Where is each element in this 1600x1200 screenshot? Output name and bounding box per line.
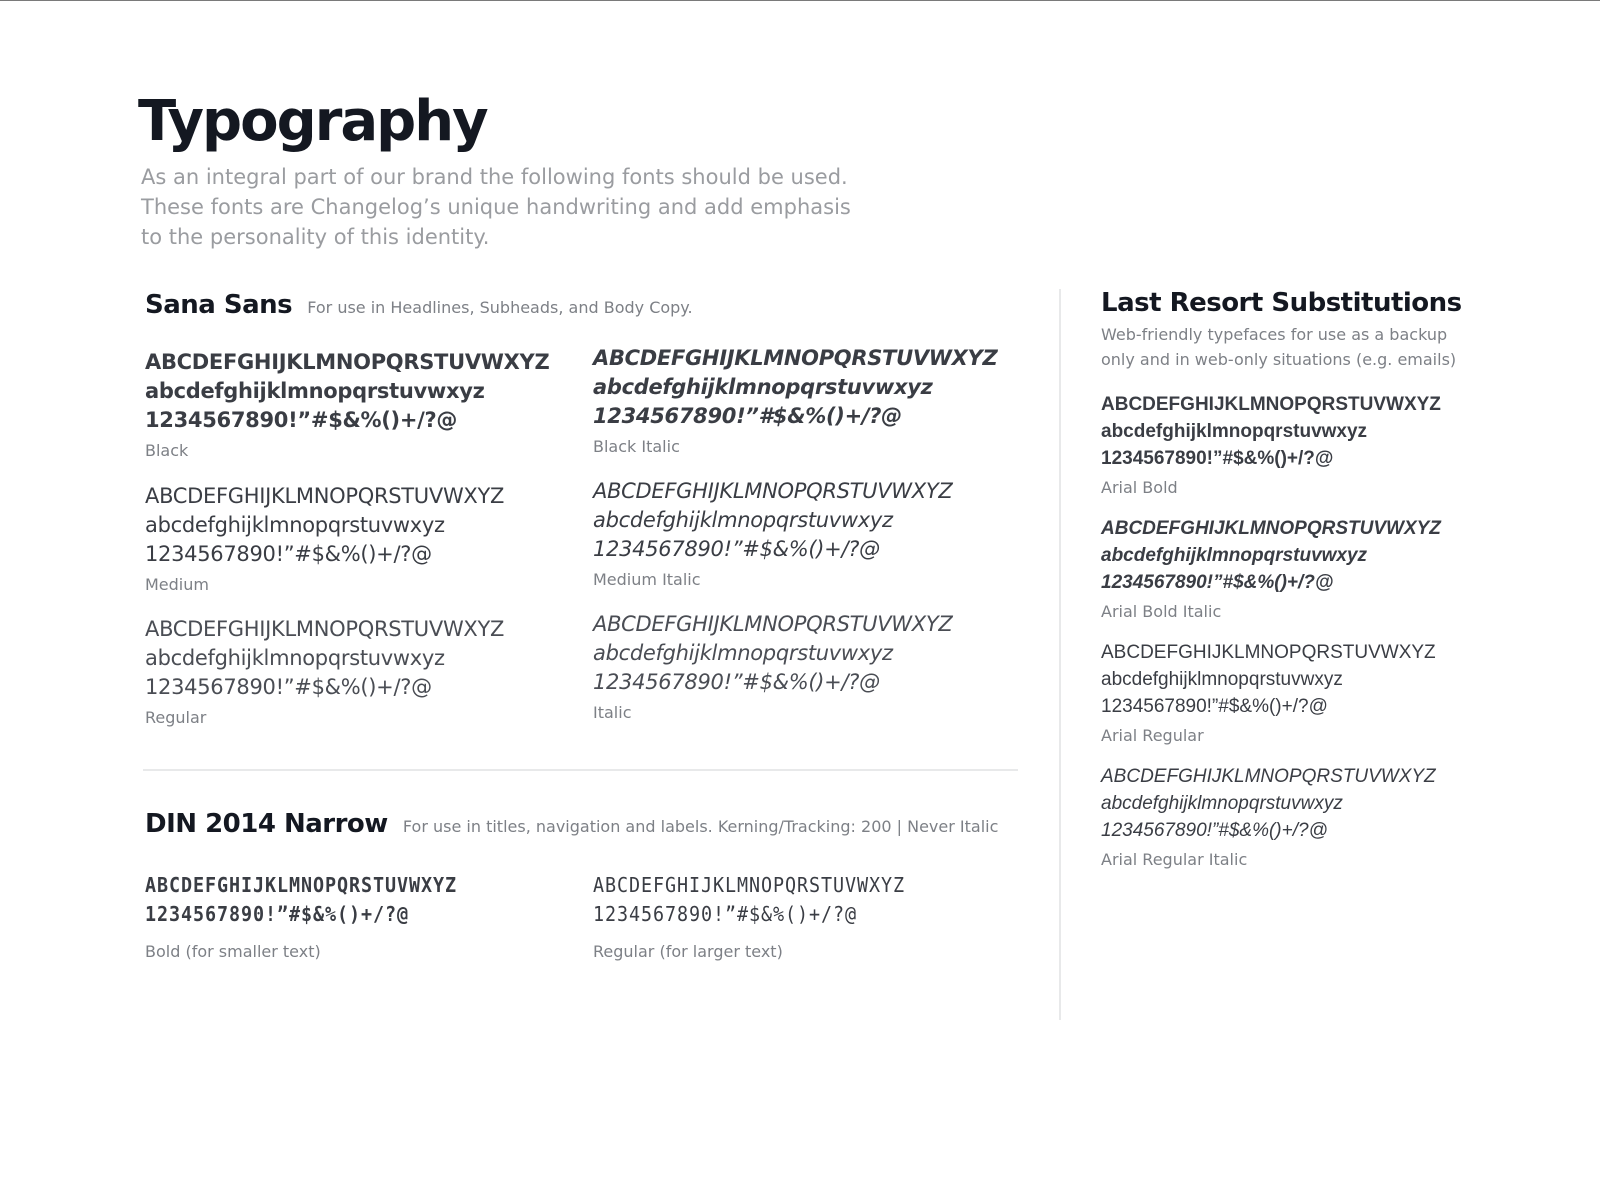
specimen-caption: Black	[145, 441, 189, 460]
specimen-uppercase: ABCDEFGHIJKLMNOPQRSTUVWXYZ	[593, 479, 953, 503]
specimen-caption: Medium Italic	[593, 570, 701, 589]
specimen-uppercase: ABCDEFGHIJKLMNOPQRSTUVWXYZ	[145, 617, 505, 641]
specimen-sana-medium-italic	[593, 477, 952, 589]
specimen-digits: 1234567890!”#$&%()+/?@	[1101, 820, 1328, 841]
intro-line: These fonts are Changelog’s unique handwriting and add emphasis	[141, 195, 851, 219]
specimen-sana-black	[145, 348, 549, 460]
specimen-caption: Black Italic	[593, 437, 680, 456]
specimen-lowercase: abcdefghijklmnopqrstuvwxyz	[1101, 793, 1343, 814]
specimen-caption: Regular (for larger text)	[593, 942, 783, 961]
specimen-arial-bold	[1101, 391, 1441, 497]
specimen-arial-regular	[1101, 639, 1436, 745]
specimen-uppercase: ABCDEFGHIJKLMNOPQRSTUVWXYZ	[1101, 766, 1436, 787]
sana-sans-name: Sana Sans	[145, 290, 293, 320]
intro-line: to the personality of this identity.	[141, 225, 490, 249]
specimen-digits: 1234567890!”#$&%()+/?@	[145, 542, 432, 566]
specimen-digits: 1234567890!”#$&%()+/?@	[593, 670, 880, 694]
column-divider	[1059, 289, 1061, 1020]
specimen-digits: 1234567890!”#$&%()+/?@	[145, 902, 409, 926]
din-name: DIN 2014 Narrow	[145, 809, 388, 839]
din-description: For use in titles, navigation and labels. Kerning/Tracking: 200 | Never Italic	[402, 817, 999, 836]
fallback-description-line: Web-friendly typefaces for use as a backup	[1101, 325, 1448, 344]
specimen-uppercase: ABCDEFGHIJKLMNOPQRSTUVWXYZ	[145, 350, 550, 374]
specimen-caption: Regular	[145, 708, 207, 727]
specimen-lowercase: abcdefghijklmnopqrstuvwxyz	[593, 508, 893, 532]
fallback-title: Last Resort Substitutions	[1101, 288, 1462, 318]
specimen-uppercase: ABCDEFGHIJKLMNOPQRSTUVWXYZ	[593, 873, 905, 897]
specimen-uppercase: ABCDEFGHIJKLMNOPQRSTUVWXYZ	[1101, 518, 1441, 539]
specimen-uppercase: ABCDEFGHIJKLMNOPQRSTUVWXYZ	[1101, 394, 1441, 415]
specimen-digits: 1234567890!”#$&%()+/?@	[1101, 572, 1334, 593]
specimen-caption: Arial Bold	[1101, 478, 1178, 497]
specimen-uppercase: ABCDEFGHIJKLMNOPQRSTUVWXYZ	[145, 873, 457, 897]
fallback-header	[1101, 286, 1462, 372]
specimen-lowercase: abcdefghijklmnopqrstuvwxyz	[593, 641, 893, 665]
top-rule	[0, 0, 1600, 1]
din-header	[145, 809, 998, 839]
specimen-arial-regular-italic	[1101, 763, 1436, 869]
specimen-digits: 1234567890!”#$&%()+/?@	[1101, 448, 1334, 469]
intro-line: As an integral part of our brand the following fonts should be used.	[141, 165, 848, 189]
specimen-caption: Arial Regular	[1101, 726, 1204, 745]
specimen-lowercase: abcdefghijklmnopqrstuvwxyz	[1101, 421, 1368, 442]
specimen-lowercase: abcdefghijklmnopqrstuvwxyz	[1101, 669, 1343, 690]
specimen-digits: 1234567890!”#$&%()+/?@	[593, 537, 880, 561]
specimen-uppercase: ABCDEFGHIJKLMNOPQRSTUVWXYZ	[1101, 642, 1436, 663]
specimen-sana-italic	[593, 610, 952, 722]
specimen-uppercase: ABCDEFGHIJKLMNOPQRSTUVWXYZ	[593, 346, 998, 370]
specimen-caption: Arial Bold Italic	[1101, 602, 1222, 621]
sana-sans-header	[145, 290, 693, 320]
fallback-description-line: only and in web-only situations (e.g. emails)	[1101, 350, 1457, 369]
specimen-digits: 1234567890!”#$&%()+/?@	[145, 675, 432, 699]
specimen-digits: 1234567890!”#$&%()+/?@	[593, 902, 857, 926]
specimen-lowercase: abcdefghijklmnopqrstuvwxyz	[145, 646, 445, 670]
specimen-caption: Bold (for smaller text)	[145, 942, 321, 961]
specimen-caption: Arial Regular Italic	[1101, 850, 1248, 869]
specimen-lowercase: abcdefghijklmnopqrstuvwxyz	[593, 375, 933, 399]
specimen-lowercase: abcdefghijklmnopqrstuvwxyz	[145, 513, 445, 537]
specimen-din-regular	[593, 871, 932, 961]
page-title: Typography	[138, 89, 487, 154]
fallback-description	[1101, 322, 1462, 372]
section-divider	[143, 769, 1018, 771]
specimen-digits: 1234567890!”#$&%()+/?@	[593, 404, 902, 428]
intro-paragraph	[141, 162, 861, 252]
specimen-sana-regular	[145, 615, 504, 727]
specimen-arial-bold-italic	[1101, 515, 1441, 621]
specimen-caption: Medium	[145, 575, 209, 594]
specimen-din-bold	[145, 871, 484, 961]
specimen-lowercase: abcdefghijklmnopqrstuvwxyz	[145, 379, 485, 403]
specimen-uppercase: ABCDEFGHIJKLMNOPQRSTUVWXYZ	[593, 612, 953, 636]
sana-sans-description: For use in Headlines, Subheads, and Body Copy.	[307, 298, 693, 317]
specimen-sana-medium	[145, 482, 504, 594]
specimen-uppercase: ABCDEFGHIJKLMNOPQRSTUVWXYZ	[145, 484, 505, 508]
specimen-lowercase: abcdefghijklmnopqrstuvwxyz	[1101, 545, 1368, 566]
specimen-caption: Italic	[593, 703, 632, 722]
specimen-digits: 1234567890!”#$&%()+/?@	[1101, 696, 1328, 717]
specimen-digits: 1234567890!”#$&%()+/?@	[145, 408, 458, 432]
specimen-sana-black-italic	[593, 344, 997, 456]
